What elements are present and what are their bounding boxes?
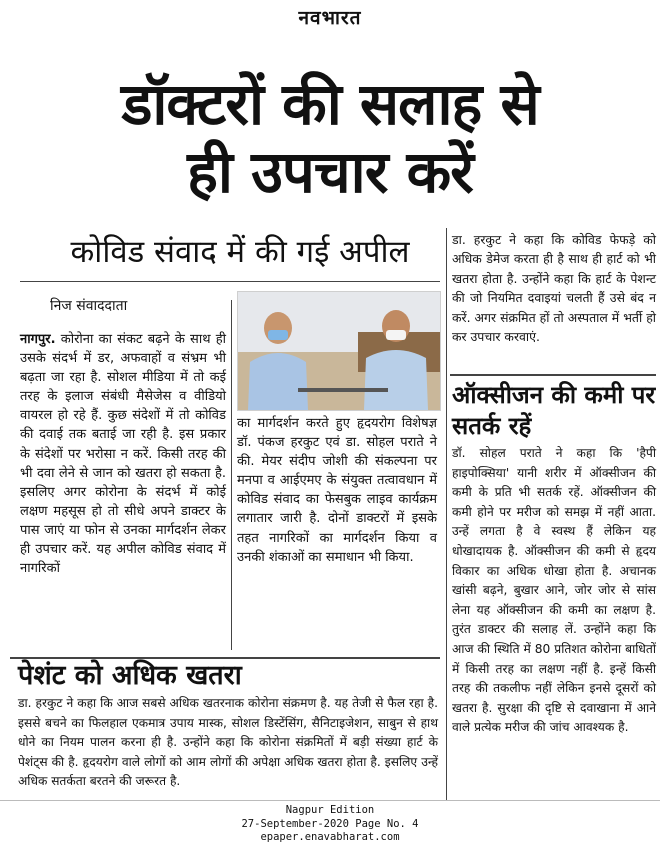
footer bbox=[0, 804, 660, 845]
section-rule bbox=[10, 657, 440, 659]
section-heading-oxygen: ऑक्सीजन की कमी पर सतर्क रहें bbox=[452, 381, 656, 440]
article-column-2 bbox=[237, 414, 437, 567]
footer-edition: Nagpur Edition bbox=[285, 804, 375, 816]
right-rule bbox=[450, 374, 656, 376]
section-heading-patient-risk: पेशंट को अधिक खतरा bbox=[18, 660, 242, 691]
headline bbox=[0, 70, 660, 206]
section-text-oxygen: डॉ. सोहल पराते ने कहा कि 'हैपी हाइपोक्सिया' यानी शरीर में ऑक्सीजन की कमी के प्रति भी सतर्क रहें. ऑक्सीजन की कमी होने पर मरीज को समझ में नहीं आता. उन्हें लगता है वे स्वस्थ हैं लेकिन यह धोखादायक है. ऑक्सीजन की कमी से हृदय विकार का अधिक धोखा होता है. अचानक खांसी बढ़ने, बुखार आने, जोर जोर से सांस लेना यह ऑक्सीजन की कमी का लक्षण है. तुरंत डाक्टर की सलाह लें. उन्होंने कहा कि आज की स्थिति में 80 प्रतिशत कोरोना बाधितों में किसी तरह का लक्षण नहीं है. इन्हें किसी तरह की तकलीफ नहीं लेकिन इनसे दूसरों को खतरा है. सुरक्षा की दृष्टि से दवाखाना में आने वाले प्रत्येक मरीज की जांच आवश्यक है. bbox=[452, 446, 656, 735]
footer-date: 27-September-2020 Page No. 4 bbox=[241, 817, 419, 830]
dateline: नागपुर. bbox=[20, 332, 56, 347]
footer-rule bbox=[0, 800, 660, 801]
right-column-top-text: डा. हरकुट ने कहा कि कोविड फेफड़े को अधिक डेमेज करता ही है साथ ही हार्ट को भी खतरा होता है. उन्होंने कहा कि हार्ट के पेशन्ट की जो नियमित दवाइयां चलती हैं उसे बंद न करें. अगर संक्रमित हों तो अस्पताल में भर्ती हो कर उपचार करवाएं. bbox=[452, 232, 656, 345]
headline-line-2: ही उपचार करें bbox=[187, 138, 473, 206]
byline: निज संवाददाता bbox=[50, 298, 128, 314]
event-photo bbox=[237, 291, 441, 411]
footer-site: epaper.enavabharat.com bbox=[260, 831, 400, 843]
headline-line-1: डॉक्टरों की सलाह से bbox=[121, 70, 539, 138]
column-2-text: का मार्गदर्शन करते हुए हृदयरोग विशेषज्ञ डॉ. पंकज हरकुट एवं डा. सोहल पराते ने की. मेयर संदीप जोशी की संकल्पना पर मनपा व आईएमए के संयुक्त तत्वावधान में कोविड संवाद का फेसबुक लाइव कार्यक्रम लगातार जारी है. दोनों डाक्टरों में इसके तहत नागरिकों का मार्गदर्शन किया व उनकी शंकाओं का समाधान भी किया. bbox=[237, 416, 437, 565]
deck: कोविड संवाद में की गई अपील bbox=[70, 234, 410, 270]
right-column-divider bbox=[446, 228, 447, 800]
photo-illustration bbox=[238, 292, 440, 410]
section-text-patient-risk: डा. हरकुट ने कहा कि आज सबसे अधिक खतरनाक कोरोना संक्रमण है. यह तेजी से फैल रहा है. इससे बचने का फिलहाल एकमात्र उपाय मास्क, सोशल डिस्टेंसिंग, सैनिटाइजेशन, साबुन से हाथ धोने का नियम पालन करना ही है. उन्होंने कहा कि कोरोना संक्रमितों में बड़ी संख्या हार्ट के पेशंट्स की है. हृदयरोग वाले लोगों को आम लोगों की अपेक्षा अधिक खतरा होता है. इसलिए उन्हें अधिक सतर्कता बरतने की जरूरत है. bbox=[18, 696, 438, 788]
article-column-1 bbox=[20, 330, 226, 578]
column-1-text: कोरोना का संकट बढ़ने के साथ ही उसके संदर्भ में डर, अफवाहों व संभ्रम भी बढ़ता जा रहा है. सोशल मीडिया में तो कई तरह के इलाज संबंधी मैसेजेस व वीडियो वायरल हो रहे हैं. कुछ संदेशों में तो कोविड की दवाई तक बताई जा रही है. इस प्रकार के संदेशों पर भरोसा न करें. किसी तरह की भी दवा लेने से जान को खतरा हो सकता है. इसलिए अगर कोरोना के संदर्भ में कोई लक्षण महसूस हो तो सीधे अपने डाक्टर के पास जाएं या फोन से उनका मार्गदर्शन लेकर ही उपचार करें. यह अपील कोविड संवाद में नागरिकों bbox=[20, 332, 226, 577]
deck-rule bbox=[20, 281, 440, 282]
masthead: नवभारत bbox=[298, 7, 362, 29]
column-divider bbox=[231, 300, 232, 650]
